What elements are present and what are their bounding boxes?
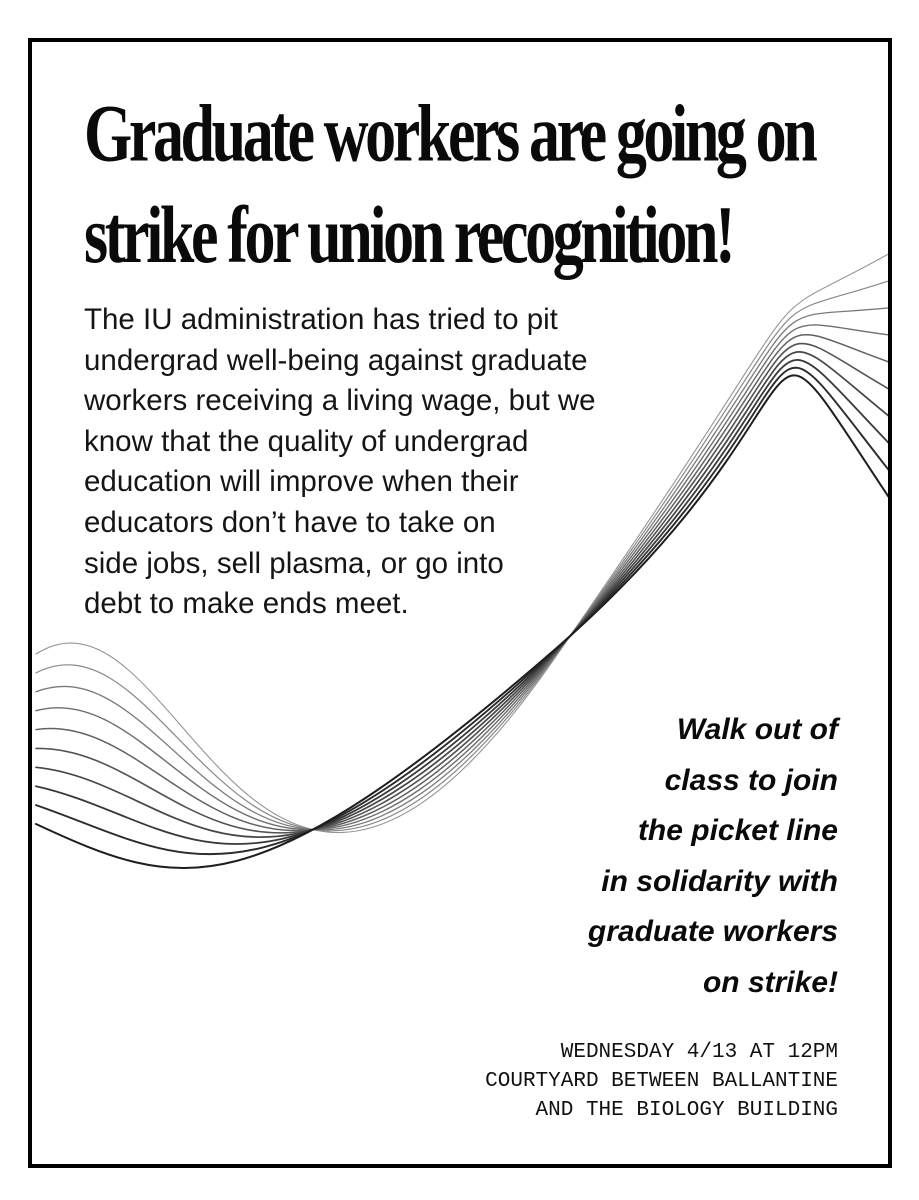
event-location: COURTYARD BETWEEN BALLANTINE <box>485 1070 838 1093</box>
headline-line-2: strike for union recognition! <box>84 190 733 281</box>
event-date-time: WEDNESDAY 4/13 AT 12PM <box>560 1041 838 1064</box>
call-to-action-line: graduate workers <box>587 915 838 948</box>
body-line: undergrad well-being against graduate <box>84 343 588 377</box>
body-line: education will improve when their <box>84 465 519 499</box>
call-to-action-line: the picket line <box>637 814 838 847</box>
body-line: know that the quality of undergrad <box>84 424 529 458</box>
body-line: workers receiving a living wage, but we <box>84 384 596 418</box>
body-line: debt to make ends meet. <box>84 587 409 621</box>
call-to-action-line: in solidarity with <box>601 864 838 898</box>
body-line: The IU administration has tried to pit <box>84 303 558 336</box>
call-to-action <box>438 705 838 1008</box>
event-details <box>318 1038 838 1125</box>
call-to-action-line: Walk out of <box>676 713 838 746</box>
call-to-action-line: on strike! <box>702 965 838 999</box>
body-line: side jobs, sell plasma, or go into <box>84 546 504 580</box>
flyer <box>28 38 892 1168</box>
body-line: educators don’t have to take on <box>84 505 496 539</box>
headline-line-1: Graduate workers are going on <box>84 89 815 180</box>
body-paragraph <box>84 300 724 625</box>
event-location: AND THE BIOLOGY BUILDING <box>535 1099 838 1122</box>
headline <box>84 84 864 287</box>
call-to-action-line: class to join <box>664 763 838 797</box>
